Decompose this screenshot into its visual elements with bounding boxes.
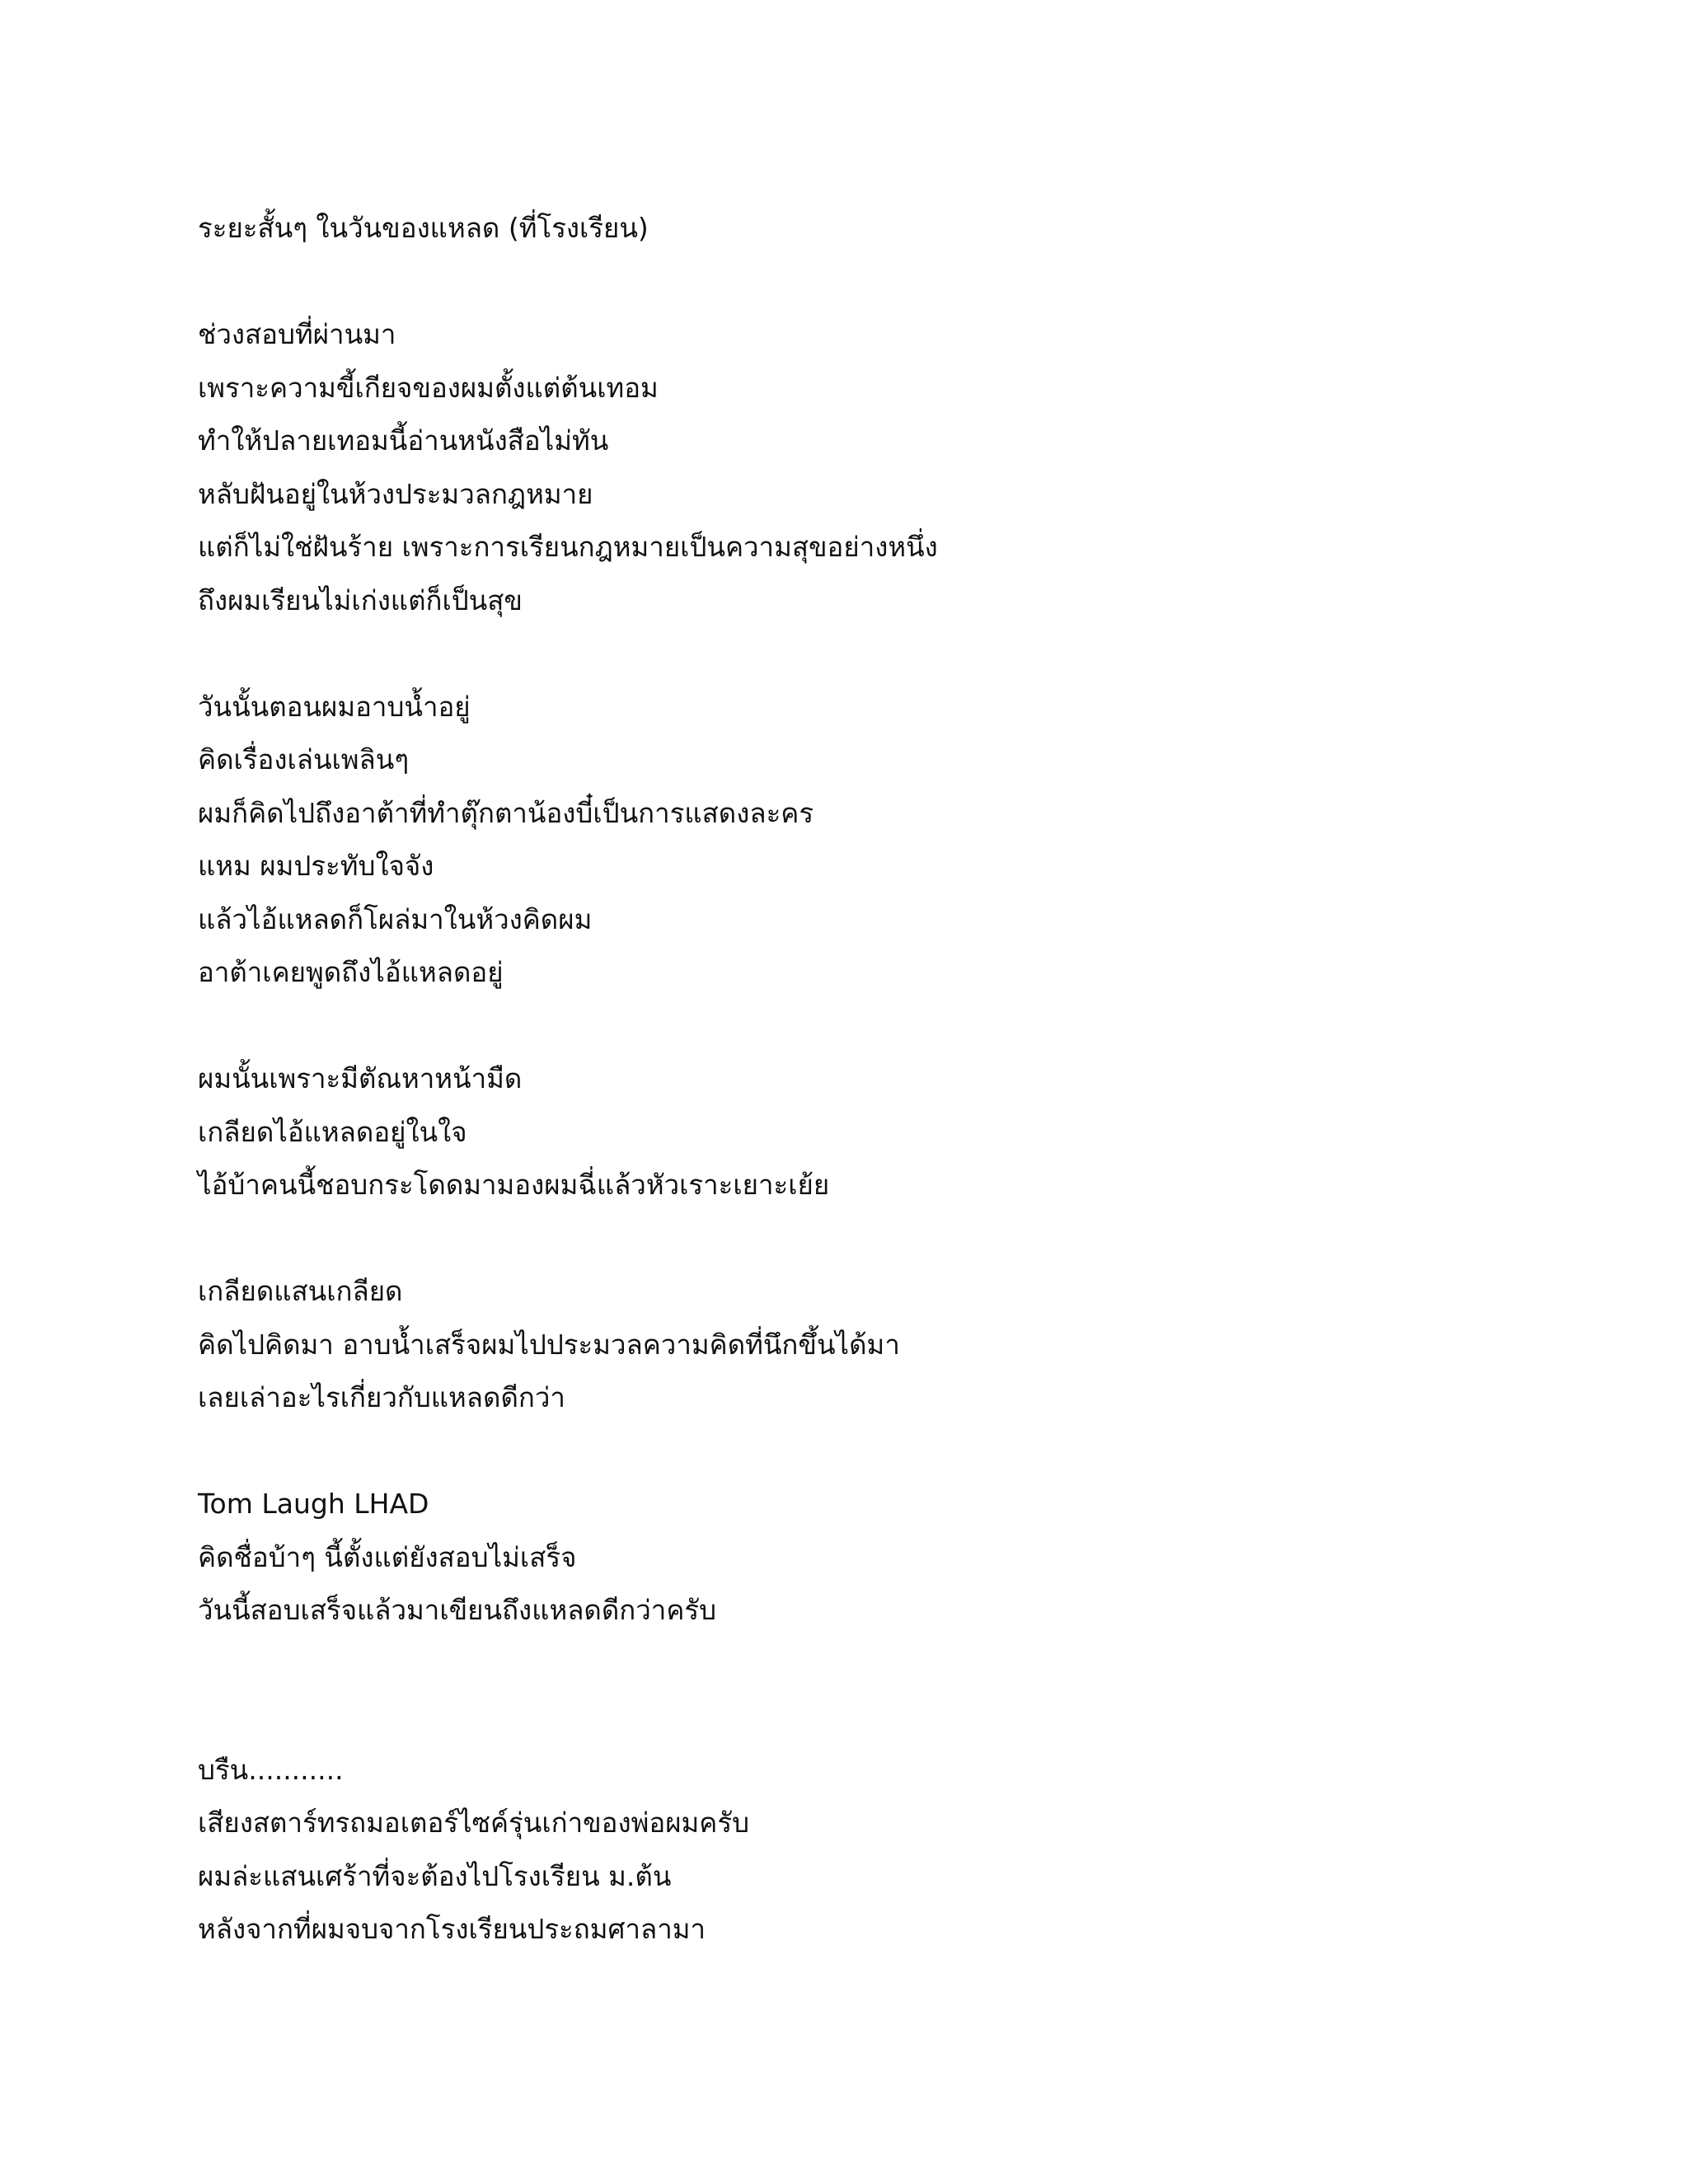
text-line: อาต้าเคยพูดถึงไอ้แหลดอยู่ (198, 956, 504, 988)
text-line: วันนั้นตอนผมอาบน้ำอยู่ (198, 690, 471, 723)
text-line: คิดเรื่องเล่นเพลินๆ (198, 743, 410, 776)
text-line: เสียงสตาร์ทรถมอเตอร์ไซค์รุ่นเก่าของพ่อผมครับ (198, 1807, 750, 1839)
text-line: คิดไปคิดมา อาบน้ำเสร็จผมไปประมวลความคิดที่นึกขึ้นได้มา (198, 1328, 900, 1361)
text-line: เลยเล่าอะไรเกี่ยวกับแหลดดีกว่า (198, 1381, 565, 1413)
paragraph-spacer (198, 1638, 1517, 1744)
text-line: บรืน........... (198, 1753, 344, 1786)
text-line: ไอ้บ้าคนนี้ชอบกระโดดมามองผมฉี่แล้วหัวเราะเยาะเย้ย (198, 1169, 830, 1201)
text-line: ทำให้ปลายเทอมนี้อ่านหนังสือไม่ทัน (198, 424, 609, 457)
text-line: วันนี้สอบเสร็จแล้วมาเขียนถึงแหลดดีกว่าครับ (198, 1594, 717, 1626)
text-line: เกลียดไอ้แหลดอยู่ในใจ (198, 1115, 467, 1148)
text-line: หลับฝันอยู่ในห้วงประมวลกฎหมาย (198, 477, 593, 510)
paragraph-spacer (198, 1212, 1517, 1266)
paragraph-spacer (198, 1000, 1517, 1053)
text-line: ช่วงสอบที่ผ่านมา (198, 318, 396, 350)
paragraph-spacer (198, 255, 1517, 309)
paragraph-spacer (198, 1425, 1517, 1479)
text-line: ผมล่ะแสนเศร้าที่จะต้องไปโรงเรียน ม.ต้น (198, 1859, 672, 1892)
document-body (198, 202, 1517, 1957)
text-line: Tom Laugh LHAD (198, 1488, 429, 1520)
paragraph-spacer (198, 627, 1517, 681)
text-line: เพราะความขี้เกียจของผมตั้งแต่ต้นเทอม (198, 371, 659, 404)
text-line: แหม ผมประทับใจจัง (198, 850, 434, 882)
text-line: คิดชื่อบ้าๆ นี้ตั้งแต่ยังสอบไม่เสร็จ (198, 1540, 577, 1573)
text-line: ผมนั้นเพราะมีตัณหาหน้ามืด (198, 1062, 523, 1094)
text-line: แต่ก็ไม่ใช่ฝันร้าย เพราะการเรียนกฎหมายเป็นความสุขอย่างหนึ่ง (198, 531, 938, 563)
text-line: ถึงผมเรียนไม่เก่งแต่ก็เป็นสุข (198, 583, 523, 616)
text-line: แล้วไอ้แหลดก็โผล่มาในห้วงคิดผม (198, 902, 593, 935)
text-line: หลังจากที่ผมจบจากโรงเรียนประถมศาลามา (198, 1913, 706, 1945)
text-line: เกลียดแสนเกลียด (198, 1275, 403, 1307)
text-line: ผมก็คิดไปถึงอาต้าที่ทำตุ๊กตาน้องบี๋เป็นการแสดงละคร (198, 796, 814, 829)
document-title: ระยะสั้นๆ ในวันของแหลด (ที่โรงเรียน) (198, 212, 649, 244)
